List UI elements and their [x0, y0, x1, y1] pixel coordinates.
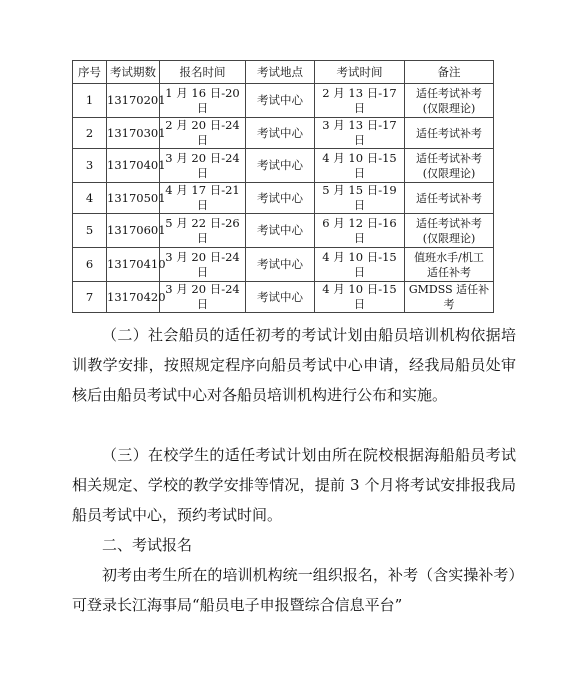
- cell-signup: 4 月 17 日-21 日: [160, 183, 246, 214]
- cell-no: 2: [73, 118, 107, 149]
- cell-exam: 2 月 13 日-17 日: [315, 84, 405, 118]
- cell-note: [405, 282, 494, 313]
- cell-no: 3: [73, 149, 107, 183]
- header-period: 考试期数: [107, 61, 160, 84]
- note-line: 适任考试补考: [416, 151, 482, 165]
- note-line: 适任补考: [427, 265, 471, 279]
- cell-note: [405, 214, 494, 248]
- note-line: 值班水手/机工: [414, 250, 484, 264]
- cell-note: [405, 118, 494, 149]
- cell-note: [405, 84, 494, 118]
- header-note: 备注: [405, 61, 494, 84]
- cell-no: 7: [73, 282, 107, 313]
- cell-note: [405, 183, 494, 214]
- header-exam-time: 考试时间: [315, 61, 405, 84]
- cell-signup: 5 月 22 日-26 日: [160, 214, 246, 248]
- cell-no: 1: [73, 84, 107, 118]
- cell-no: 5: [73, 214, 107, 248]
- section-heading-registration: 二、考试报名: [102, 536, 193, 554]
- header-exam-place: 考试地点: [246, 61, 315, 84]
- table-row: [73, 183, 494, 214]
- cell-period: 13170201: [107, 84, 160, 118]
- note-line: (仅限理论): [422, 101, 476, 115]
- cell-place: 考试中心: [246, 214, 315, 248]
- exam-schedule-table: [72, 60, 494, 313]
- cell-period: 13170410: [107, 248, 160, 282]
- table-header-row: [73, 61, 494, 84]
- cell-place: 考试中心: [246, 84, 315, 118]
- table-row: [73, 84, 494, 118]
- cell-place: 考试中心: [246, 149, 315, 183]
- cell-period: 13170401: [107, 149, 160, 183]
- cell-exam: 4 月 10 日-15 日: [315, 248, 405, 282]
- table-row: [73, 248, 494, 282]
- cell-signup: 3 月 20 日-24 日: [160, 149, 246, 183]
- cell-signup: 2 月 20 日-24 日: [160, 118, 246, 149]
- table-row: [73, 214, 494, 248]
- cell-note: [405, 149, 494, 183]
- cell-exam: 4 月 10 日-15 日: [315, 282, 405, 313]
- cell-place: 考试中心: [246, 183, 315, 214]
- note-line: 适任考试补考: [416, 86, 482, 100]
- cell-period: 13170301: [107, 118, 160, 149]
- cell-exam: 4 月 10 日-15 日: [315, 149, 405, 183]
- table-row: [73, 282, 494, 313]
- cell-place: 考试中心: [246, 282, 315, 313]
- cell-period: 13170501: [107, 183, 160, 214]
- note-line: (仅限理论): [422, 231, 476, 245]
- paragraph-student-plan: （三）在校学生的适任考试计划由所在院校根据海船船员考试相关规定、学校的教学安排等情况，提前 3 个月将考试安排报我局船员考试中心，预约考试时间。: [72, 446, 516, 524]
- cell-place: 考试中心: [246, 248, 315, 282]
- note-line: (仅限理论): [422, 166, 476, 180]
- cell-signup: 3 月 20 日-24 日: [160, 282, 246, 313]
- cell-period: 13170601: [107, 214, 160, 248]
- cell-place: 考试中心: [246, 118, 315, 149]
- cell-no: 4: [73, 183, 107, 214]
- note-line: 适任考试补考: [416, 126, 482, 140]
- note-line: 适任考试补考: [416, 191, 482, 205]
- table-row: [73, 118, 494, 149]
- cell-exam: 6 月 12 日-16 日: [315, 214, 405, 248]
- cell-note: [405, 248, 494, 282]
- header-no: 序号: [73, 61, 107, 84]
- paragraph-registration: 初考由考生所在的培训机构统一组织报名，补考（含实操补考）可登录长江海事局“船员电子申报暨综合信息平台”: [72, 566, 516, 614]
- cell-period: 13170420: [107, 282, 160, 313]
- header-signup-time: 报名时间: [160, 61, 246, 84]
- paragraph-social-crew-plan: （二）社会船员的适任初考的考试计划由船员培训机构依据培训教学安排，按照规定程序向船员考试中心申请，经我局船员处审核后由船员考试中心对各船员培训机构进行公布和实施。: [72, 326, 516, 404]
- note-line: 适任考试补考: [416, 216, 482, 230]
- cell-signup: 3 月 20 日-24 日: [160, 248, 246, 282]
- cell-exam: 3 月 13 日-17 日: [315, 118, 405, 149]
- note-line: GMDSS 适任补考: [408, 283, 490, 311]
- cell-exam: 5 月 15 日-19 日: [315, 183, 405, 214]
- table-row: [73, 149, 494, 183]
- cell-no: 6: [73, 248, 107, 282]
- cell-signup: 1 月 16 日-20 日: [160, 84, 246, 118]
